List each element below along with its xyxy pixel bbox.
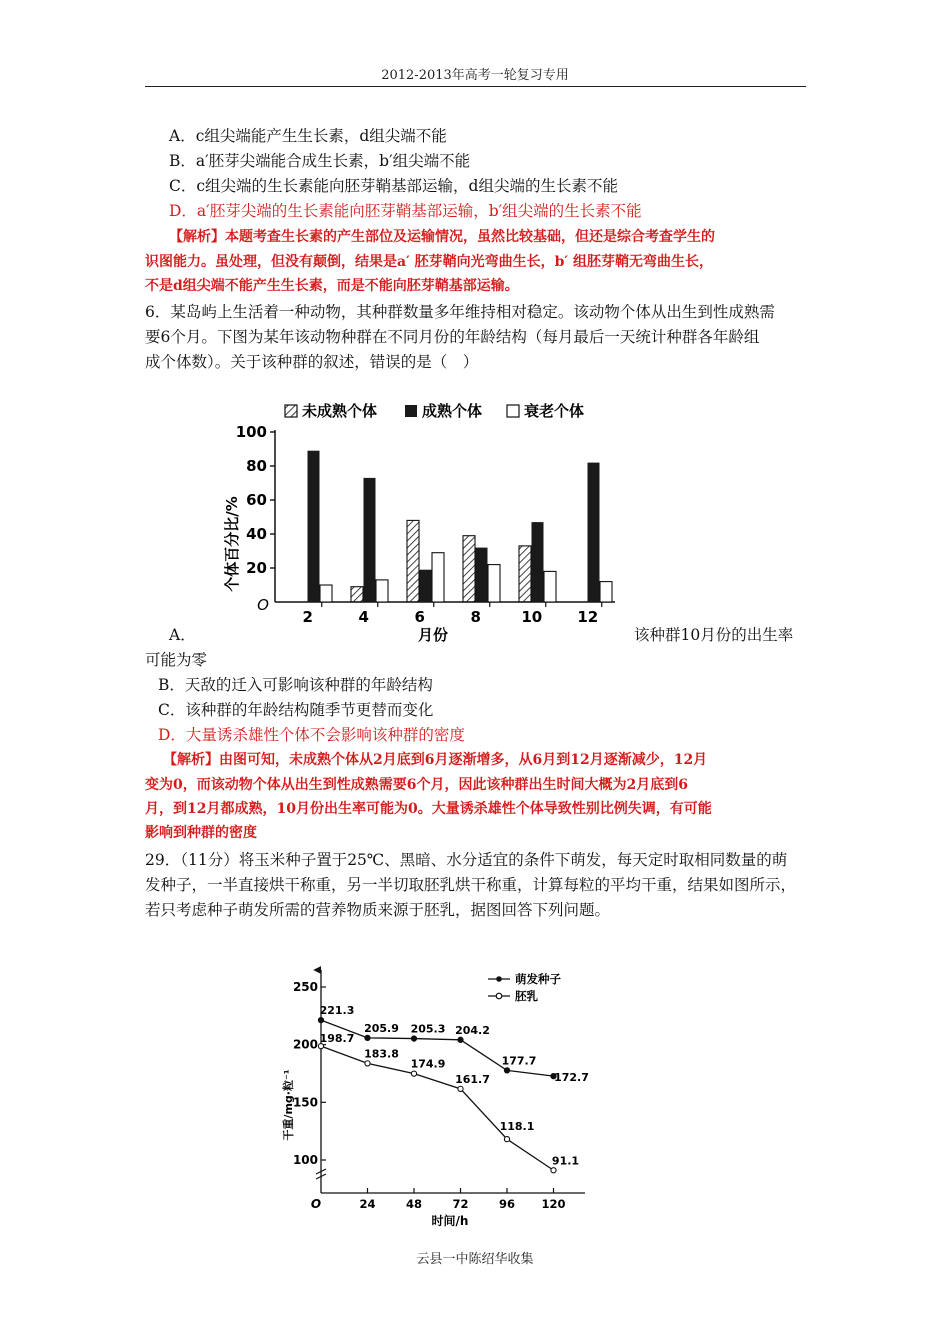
bar-immature (351, 587, 363, 602)
legend-swatch-immature (285, 405, 297, 417)
bar-chart-origin-label: O (257, 596, 269, 614)
bar-chart-x-tick-label: 2 (302, 608, 313, 626)
line-chart-x-tick-label: 48 (405, 1197, 423, 1211)
bar-chart-legend (285, 402, 584, 420)
q5-analysis-line-1: 【解析】本题考查生长素的产生部位及运输情况，虽然比较基础，但还是综合考查学生的 (169, 229, 715, 245)
bar-mature (420, 570, 432, 602)
page-footer: 云县一中陈绍华收集 (416, 1252, 534, 1267)
line-chart-y-tick-label: 200 (292, 1037, 318, 1052)
data-label-seed: 204.2 (455, 1023, 490, 1037)
bar-chart-y-tick-label: 40 (246, 525, 267, 543)
q6-option-a-continuation: 可能为零 (145, 651, 208, 669)
bar-chart-x-tick-label: 6 (414, 608, 425, 626)
bar-mature (476, 548, 488, 602)
data-label-endosperm: 183.8 (364, 1047, 399, 1061)
bar-aged (432, 553, 444, 602)
line-chart-x-tick-label: 72 (452, 1197, 469, 1211)
bar-chart-y-tick-label: 20 (246, 559, 267, 577)
bar-mature (532, 522, 544, 602)
point-endosperm (365, 1061, 370, 1066)
q29-stem-line-3: 若只考虑种子萌发所需的营养物质来源于胚乳，据图回答下列问题。 (145, 901, 611, 919)
bar-chart-y-tick-label: 80 (246, 457, 267, 475)
data-label-seed: 205.9 (364, 1021, 399, 1035)
legend-label-mature: 成熟个体 (422, 402, 483, 420)
q5-option-d-answer: D．a′胚芽尖端的生长素能向胚芽鞘基部运输，b′组尖端的生长素不能 (169, 202, 642, 220)
bar-chart-x-tick-label: 8 (470, 608, 481, 626)
data-label-endosperm: 161.7 (455, 1072, 490, 1086)
q6-option-a-label: A． (169, 626, 196, 644)
page-header: 2012-2013年高考一轮复习专用 (381, 68, 569, 83)
bar-aged (376, 580, 388, 602)
q5-option-a: A．c组尖端能产生生长素，d组尖端不能 (169, 127, 447, 145)
line-chart-x-axis-label: 时间/h (431, 1214, 469, 1228)
bar-chart-y-tick-label: 60 (246, 491, 267, 509)
bar-chart-x-tick-label: 10 (521, 608, 543, 626)
bar-chart-y-tick-label: 100 (235, 423, 267, 441)
q6-option-b: B．天敌的迁入可影响该种群的年龄结构 (158, 676, 433, 694)
legend-marker-endosperm (496, 993, 502, 999)
bar-immature (407, 520, 419, 602)
q29-stem-line-1: 29．（11分）将玉米种子置于25℃、黑暗、水分适宜的条件下萌发，每天定时取相同数量的萌 (145, 851, 788, 869)
dry-weight-line-chart (270, 960, 600, 1232)
bar-chart-x-axis-label: 月份 (417, 626, 449, 644)
data-label-endosperm: 118.1 (499, 1120, 535, 1134)
point-seed (365, 1035, 370, 1040)
legend-label-seed: 萌发种子 (515, 972, 561, 986)
q6-option-d-answer: D．大量诱杀雄性个体不会影响该种群的密度 (158, 726, 465, 744)
data-label-seed: 205.3 (410, 1022, 446, 1036)
legend-label-immature: 未成熟个体 (302, 402, 378, 420)
bar-immature (463, 536, 475, 602)
legend-swatch-aged (507, 405, 519, 417)
data-label-seed: 221.3 (319, 1004, 355, 1018)
legend-label-endosperm: 胚乳 (515, 989, 538, 1003)
line-chart-x-tick-label: 120 (541, 1197, 566, 1211)
line-chart-x-tick-label: 24 (359, 1197, 376, 1211)
q6-stem-line-3: 成个体数）。关于该种群的叙述，错误的是（ ） (145, 353, 479, 371)
q6-analysis-line-3: 月，到12月都成熟，10月份出生率可能为0。大量诱杀雄性个体导致性别比例失调，有可能 (145, 801, 712, 817)
legend-label-aged: 衰老个体 (524, 402, 585, 420)
line-chart-y-tick-label: 100 (292, 1153, 318, 1167)
bar-mature (364, 478, 376, 602)
q6-analysis-line-2: 变为0，而该动物个体从出生到性成熟需要6个月，因此该种群出生时间大概为2月底到6 (145, 777, 688, 793)
point-seed (458, 1037, 463, 1042)
line-chart-y-tick-label: 150 (292, 1095, 318, 1110)
legend-marker-seed (496, 976, 502, 982)
bar-aged (544, 571, 556, 602)
line-chart-x-tick-label: 96 (498, 1197, 516, 1211)
bar-chart-x-tick-label: 4 (358, 608, 369, 626)
line-chart-legend (488, 972, 561, 1003)
q5-analysis-line-2: 识图能力。虽处理，但没有颠倒，结果是a′ 胚芽鞘向光弯曲生长，b′ 组胚芽鞘无弯曲生长， (145, 254, 713, 270)
data-label-endosperm: 198.7 (319, 1032, 355, 1046)
bar-mature (308, 451, 320, 602)
bar-aged (488, 565, 500, 602)
data-label-endosperm: 174.9 (410, 1057, 446, 1071)
legend-swatch-mature (405, 405, 417, 417)
data-label-seed: 177.7 (501, 1054, 537, 1068)
q6-stem-line-1: 6．某岛屿上生活着一种动物，其种群数量多年维持相对稳定。该动物个体从出生到性成熟需 (145, 303, 775, 321)
line-chart-origin-label: O (310, 1197, 322, 1211)
point-endosperm (551, 1168, 556, 1173)
header-rule (145, 86, 806, 87)
q6-analysis-line-4: 影响到种群的密度 (145, 825, 257, 841)
point-seed (504, 1068, 509, 1073)
q6-analysis-line-1: 【解析】由图可知，未成熟个体从2月底到6月逐渐增多，从6月到12月逐渐减少，12月 (163, 752, 708, 768)
point-seed (411, 1036, 416, 1041)
bar-chart-y-axis-label: 个体百分比/% (223, 496, 241, 592)
line-chart-y-tick-label: 250 (292, 980, 318, 994)
point-endosperm (458, 1086, 463, 1091)
bar-aged (600, 582, 612, 602)
q6-stem-line-2: 要6个月。下图为某年该动物种群在不同月份的年龄结构（每月最后一天统计种群各年龄组 (145, 328, 760, 346)
point-seed (318, 1018, 323, 1023)
point-endosperm (411, 1071, 416, 1076)
data-label-endosperm: 91.1 (551, 1154, 580, 1168)
line-chart-y-axis-label: 干重/mg·粒⁻¹ (282, 1069, 295, 1141)
q6-option-a-text: 该种群10月份的出生率 (634, 626, 794, 644)
point-endosperm (504, 1137, 509, 1142)
q5-analysis-line-3: 不是d组尖端不能产生生长素，而是不能向胚芽鞘基部运输。 (145, 278, 519, 294)
age-structure-bar-chart (205, 396, 625, 646)
q5-option-c: C．c组尖端的生长素能向胚芽鞘基部运输，d组尖端的生长素不能 (169, 177, 618, 195)
bar-chart-x-tick-label: 12 (577, 608, 599, 626)
q6-option-c: C．该种群的年龄结构随季节更替而变化 (158, 701, 434, 719)
q5-option-b: B．a′胚芽尖端能合成生长素，b′组尖端不能 (169, 152, 471, 170)
data-label-seed: 172.7 (554, 1071, 589, 1085)
bar-immature (519, 546, 531, 602)
bar-mature (588, 463, 600, 602)
bar-aged (320, 585, 332, 602)
q29-stem-line-2: 发种子，一半直接烘干称重，另一半切取胚乳烘干称重，计算每粒的平均干重，结果如图所示， (145, 876, 797, 894)
